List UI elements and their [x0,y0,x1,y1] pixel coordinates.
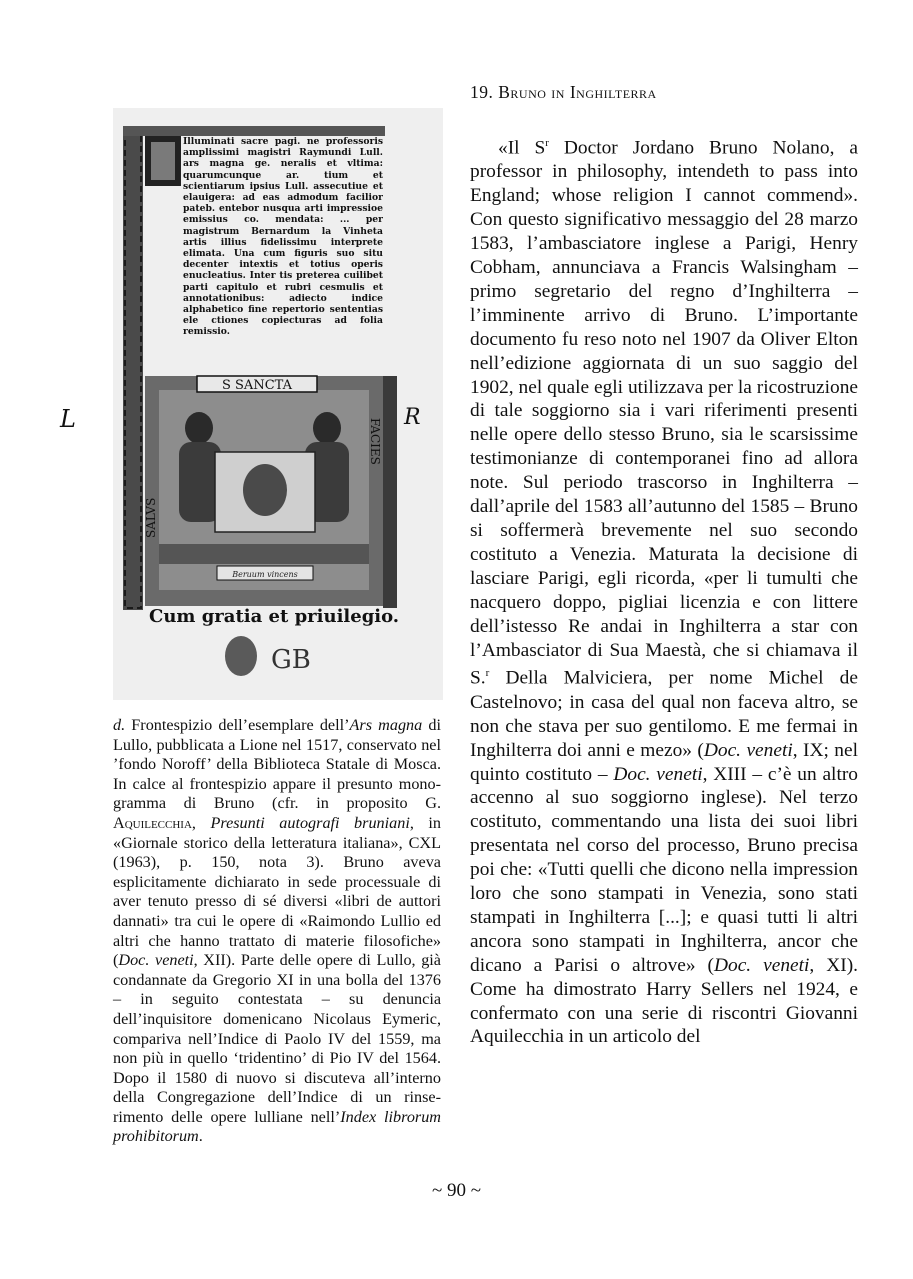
margin-letter-right: R [404,405,421,430]
figure-caption [113,716,441,1147]
body-text-run: , XIII – c’è un altro accenno al suo soggiorno inglese). Nel terzo costituto, commentando una lista dei suoi libri presentata nel corso del processo, Bruno precisa poi che: «Tutti quelli che dicono nella impression loro che sono stampati in Venezia, sono stati stampati in Inghilterra [...]; e quasi tutti li altri ancora sono stampati in Inghilterra, ancor che dicano a Parisi o altrove» ( [470,763,858,976]
body-text-run: , XI). Come ha dimostrato Harry Sellers nel 1924, e confermato con una serie di riscontri Giovanni Aquilecchia in un articolo del [470,954,859,1048]
body-italic: Doc. veneti [703,739,793,761]
caption-text: , in «Giornale storico della letteratura italiana», CXL (1963), p. 150, nota 3). Bruno aveva esplicitamente dichiarato in sede processuale di aver tenuto presso di sé diversi «libri de auttori dannati» tra cui le opere di «Raimondo Lullio ed altri che hanno trattato di materie filosofiche» ( [113,813,441,970]
margin-letter-left: L [60,405,76,433]
frontispiece-image [113,108,443,700]
caption-italic: Ars magna [349,716,423,734]
frontispiece-figure [113,108,443,700]
page-number: ~ 90 ~ [431,1180,482,1201]
ornamental-border-right [383,376,397,608]
body-italic: Doc. veneti [714,954,810,976]
banner-right-text: FACIES [368,418,382,465]
body-text-run: «Il S [498,137,546,159]
body-text-run: , IX; nel quinto costituto – [470,739,858,785]
caption-italic: Doc. veneti [118,951,194,970]
caption-text: di Lullo, pubblicata a Lione nel 1517, conservato nel ’fondo Noroff’ della Biblioteca Statale di Mosca. In calce al frontespizio appare il presunto monogramma di Bruno (cfr. in proposito G. [113,716,441,813]
section-title: Bruno in Inghilterra [498,82,657,102]
bruno-monogram: GB [271,645,311,675]
superscript: r [485,667,490,680]
body-text-run: Doctor Jordano Bruno Nolano, a professor in philosophy, intendeth to pass into England; whose religion I cannot commend». Con questo significativo messaggio del 28 marzo 1583, l’ambasciatore inglese a Parigi, Henry Cobham, annunciava a Francis Walsingham – primo segretario del regno d’Inghilterra – l’imminente arrivo di Bruno. L’importante documento fu reso noto nel 1907 da Oliver Elton nell’edizione aggiornata di un suo saggio del 1902, nel quale egli utilizzava per la ricostruzione di tale soggiorno sia i vari riferimenti presenti nelle opere dello stesso Bruno, sia le scarsissime testimonianze di contemporanei fino ad allora note. Sul periodo trascorso in Inghilterra – dall’aprile del 1583 all’autunno del 1585 – Bruno si soffermerà brevemente nel suo secondo costituto a Venezia. Maturata la decisione di lasciare Parigi, egli ricorda, «per li tumulti che nacquero doppo, pigliai licenzia e con littere dell’istesso Re andai in Inghilterra a star con l’Ambasciator di Sua Maestà, che si chiamava il S. [470,137,858,689]
scroll-text: Beruum vincens [232,570,298,579]
caption-author: Aquilecchia [113,813,192,832]
ink-stain [225,636,257,676]
body-text [470,132,858,1049]
section-number: 19. [470,82,499,102]
caption-italic: Presunti autografi bruniani [210,813,410,832]
body-italic: Doc. veneti [613,763,703,785]
privilege-line: Cum gratia et priuilegio. [149,606,400,627]
caption-text: . [198,1127,203,1146]
body-paragraph [470,132,858,1049]
superscript: r [545,137,549,149]
section-header [470,82,860,103]
body-text-run: Della Malviciera, per nome Michel de Castelnovo; in casa del qual non faceva altro, se non che stava per suo gentilomo. E me fermai in Inghilterra doi anni e mezo» ( [470,667,858,761]
caption-letter: d. [113,716,126,734]
banner-top-text: S SANCTA [221,378,293,393]
banner-left-text: SALVS [144,497,158,538]
caption-text: Frontespizio dell’esemplare dell’ [125,716,350,734]
caption-text: , XII). Parte delle opere di Lullo, già condannate da Gregorio XI in una bolla del 1376 – in seguito contestata – su denuncia dell’inquisitore domenicano Nicolaus Eymeric, compariva nell’Indice di Paolo IV del 1559, ma non più in quello ‘tridentino’ di Pio IV del 1564. Dopo il 1580 di nuovo si discuteva all’interno della Congregazione dell’Indice di un rinserimento delle opere lulliane nell’ [113,951,441,1126]
frontispiece-latin-title: Illuminati sacre pagi. ne professoris amplissimi magistri Raymundi Lull. ars magna ge. neralis et vltima: quarumcunque ar. tium et scientiarum ipsius Lull. assecutiue et elauigera: ad eas admodum facilior pateb. entebor nusqua arti impressioe emissius co. mendata: ... per magistrum Bernardum la Vinheta artis illius fidelissimu interprete elimata. Una cum figuris suo situ decenter intextis et totius operis enucleatius. Inter tis preterea cuilibet parti capitulo et rubri cesmulis et annotationibus: adiecto indice alphabetico fine repertorio sententias ele ctiones copiecturas ad folia remissio. [183,136,383,338]
caption-text: , [191,813,211,832]
caption-italic: Index librorum prohibitorum [113,1107,441,1146]
